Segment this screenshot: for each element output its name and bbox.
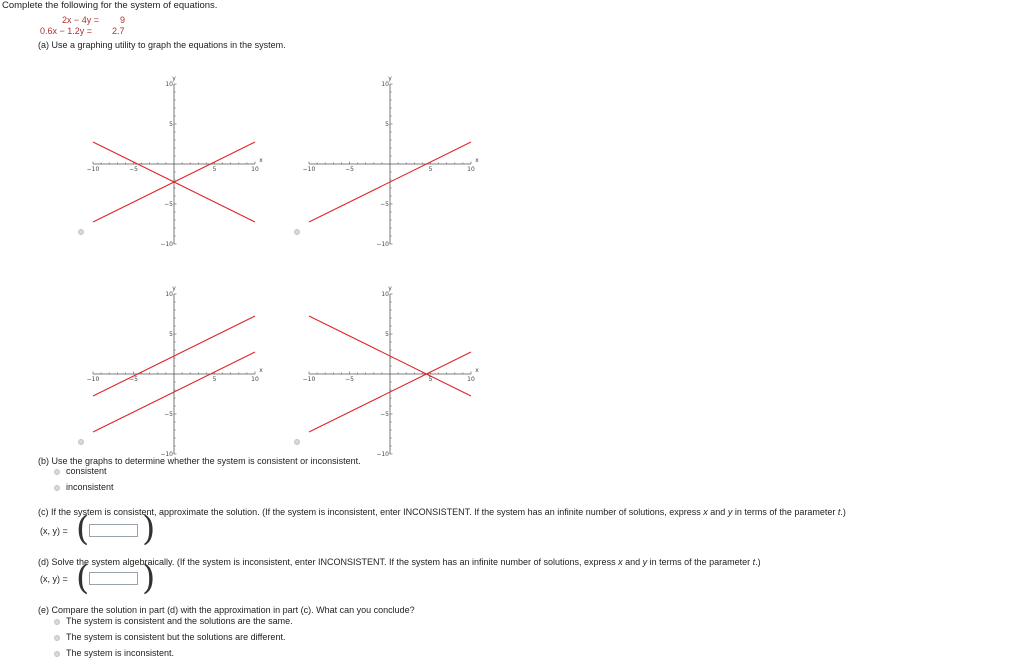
y-axis-label: y	[388, 285, 392, 292]
y-tick-label: 5	[385, 331, 389, 338]
x-tick-label: −5	[345, 166, 354, 173]
x-tick-label: 10	[251, 376, 259, 383]
y-tick-label: 5	[385, 121, 389, 128]
y-tick-label: −5	[164, 201, 173, 208]
equation-2-left: 0.6x − 1.2y =	[40, 26, 93, 36]
part-c-answer-label: (x, y) =	[40, 526, 68, 536]
part-e-option-3-radio[interactable]	[54, 651, 60, 657]
y-tick-label: 10	[381, 291, 389, 298]
part-c-right-paren: )	[142, 509, 156, 549]
part-c-left-paren: (	[76, 509, 90, 549]
graph-option-1	[80, 52, 280, 248]
part-e-option-2-radio[interactable]	[54, 635, 60, 641]
y-tick-label: 10	[165, 291, 173, 298]
y-tick-label: 5	[169, 121, 173, 128]
y-tick-label: −5	[380, 201, 389, 208]
x-tick-label: −5	[129, 376, 138, 383]
y-tick-label: −10	[376, 241, 389, 248]
x-tick-label: 5	[212, 376, 217, 383]
y-tick-label: 10	[165, 81, 173, 88]
graph-option-2	[296, 52, 496, 248]
y-tick-label: −10	[376, 451, 389, 458]
graph-option-3-radio[interactable]	[78, 439, 84, 445]
part-e-option-1-radio[interactable]	[54, 619, 60, 625]
y-tick-label: −10	[160, 241, 173, 248]
part-d-left-paren: (	[76, 558, 90, 598]
graph-option-4	[296, 262, 496, 458]
equation-1-right: 9	[120, 15, 126, 25]
part-d-answer-label: (x, y) =	[40, 574, 68, 584]
y-tick-label: −5	[380, 411, 389, 418]
part-e-prompt: (e) Compare the solution in part (d) with the approximation in part (c). What can you conclude?	[38, 605, 415, 615]
x-tick-label: 10	[251, 166, 259, 173]
x-axis-label: x	[259, 157, 263, 164]
x-tick-label: 10	[467, 376, 475, 383]
y-axis-label: y	[172, 75, 176, 82]
inconsistent-radio[interactable]	[54, 485, 60, 491]
x-tick-label: −10	[86, 376, 100, 383]
x-tick-label: −5	[129, 166, 138, 173]
consistent-radio[interactable]	[54, 469, 60, 475]
part-d-right-paren: )	[142, 558, 156, 598]
equation-2-right: 2.7	[112, 26, 125, 36]
y-axis-label: y	[172, 285, 176, 292]
y-tick-label: −5	[164, 411, 173, 418]
part-a-prompt: (a) Use a graphing utility to graph the equations in the system.	[38, 40, 286, 50]
part-e-option-3-label: The system is inconsistent.	[66, 648, 175, 658]
y-axis-label: y	[388, 75, 392, 82]
graph-option-3	[80, 262, 280, 458]
x-tick-label: 5	[428, 166, 433, 173]
x-tick-label: 5	[428, 376, 433, 383]
part-e-option-1-label: The system is consistent and the solutions are the same.	[66, 616, 293, 626]
x-axis-label: x	[475, 157, 479, 164]
x-axis-label: x	[259, 367, 263, 374]
x-tick-label: −10	[86, 166, 100, 173]
part-d-answer-input[interactable]	[89, 572, 138, 585]
x-axis-label: x	[475, 367, 479, 374]
x-tick-label: −10	[302, 376, 316, 383]
y-tick-label: 5	[169, 331, 173, 338]
problem-intro: Complete the following for the system of equations.	[2, 0, 218, 11]
part-d-prompt: (d) Solve the system algebraically. (If the system is inconsistent, enter INCONSISTENT. If the system has an infinite number of solutions, express x and y in terms of the parameter t.)	[38, 557, 761, 567]
equation-1-left: 2x − 4y =	[62, 15, 100, 25]
x-tick-label: 10	[467, 166, 475, 173]
part-e-option-2-label: The system is consistent but the solutions are different.	[66, 632, 286, 642]
part-c-answer-input[interactable]	[89, 524, 138, 537]
graph-option-1-radio[interactable]	[78, 229, 84, 235]
y-tick-label: 10	[381, 81, 389, 88]
graph-option-4-radio[interactable]	[294, 439, 300, 445]
x-tick-label: −10	[302, 166, 316, 173]
x-tick-label: −5	[345, 376, 354, 383]
part-b-prompt: (b) Use the graphs to determine whether the system is consistent or inconsistent.	[38, 456, 361, 466]
x-tick-label: 5	[212, 166, 217, 173]
graph-option-2-radio[interactable]	[294, 229, 300, 235]
consistent-label: consistent	[66, 466, 107, 476]
y-tick-label: −10	[160, 451, 173, 458]
inconsistent-label: inconsistent	[66, 482, 114, 492]
part-c-prompt: (c) If the system is consistent, approximate the solution. (If the system is inconsistent, enter INCONSISTENT. If the system has an infinite number of solutions, express x and y in terms of the parameter t.)	[38, 507, 846, 517]
